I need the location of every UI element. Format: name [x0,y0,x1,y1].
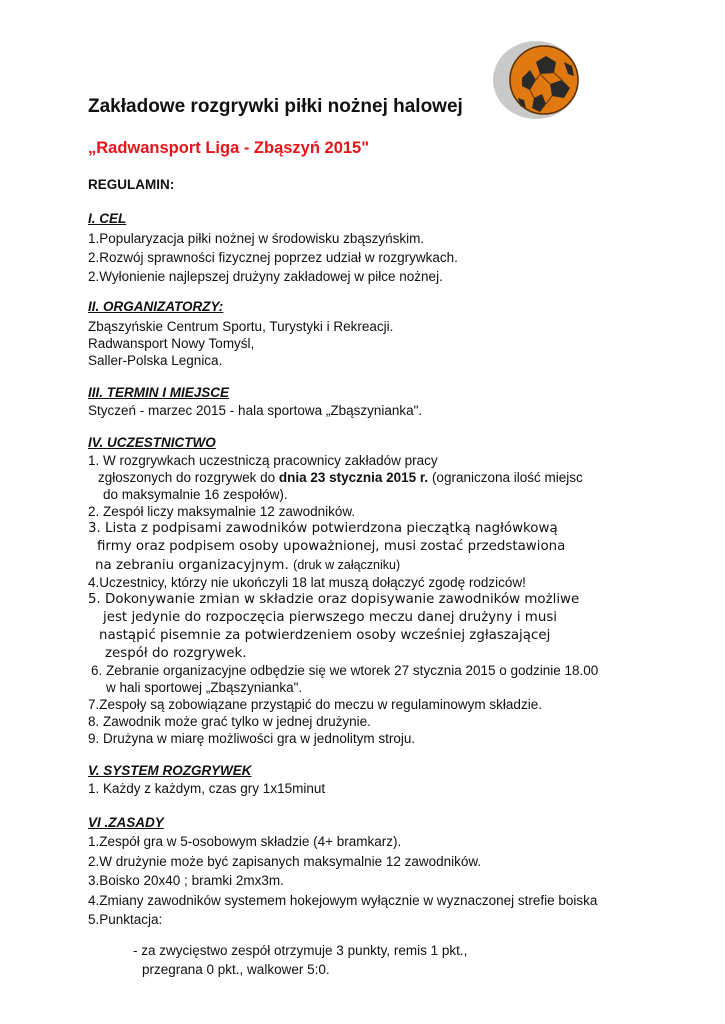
section-cel-heading: I. CEL [88,211,127,226]
list-item: na zebraniu organizacyjnym. (druk w załączniku) [95,558,401,573]
list-item: w hali sportowej „Zbąszynianka". [106,680,303,695]
list-item: 5.Punktacja: [88,912,163,927]
list-item: 1.Popularyzacja piłki nożnej w środowisku zbąszyńskim. [88,231,425,246]
list-item: firmy oraz podpisem osoby upoważnionej, musi zostać przedstawiona [97,539,566,554]
list-item: 5. Dokonywanie zmian w składzie oraz dopisywanie zawodników możliwe [88,592,580,607]
section-termin-heading: III. TERMIN I MIEJSCE [88,385,230,400]
list-item: zgłoszonych do rozgrywek do dnia 23 stycznia 2015 r. (ograniczona ilość miejsc [98,470,583,485]
list-item: 9. Drużyna w miarę możliwości gra w jednolitym stroju. [88,731,416,746]
section-uczestnictwo-heading: IV. UCZESTNICTWO [88,435,216,450]
list-item: zespół do rozgrywek. [105,646,247,661]
list-item: 8. Zawodnik może grać tylko w jednej drużynie. [88,714,371,729]
list-item: 1.Zespół gra w 5-osobowym składzie (4+ bramkarz). [88,834,402,849]
list-item: jest jedynie do rozpoczęcia pierwszego meczu danej drużyny i musi [103,610,558,625]
list-item: Saller-Polska Legnica. [88,353,223,368]
list-item: Zbąszyńskie Centrum Sportu, Turystyki i Rekreacji. [88,319,394,334]
page-title: Zakładowe rozgrywki piłki nożnej halowej [88,96,463,117]
system-text: 1. Każdy z każdym, czas gry 1x15minut [88,781,326,796]
list-item: 6. Zebranie organizacyjne odbędzie się we wtorek 27 stycznia 2015 o godzinie 18.00 [91,663,599,678]
list-item: nastąpić pisemnie za potwierdzeniem osoby wcześniej zgłaszającej [99,628,551,643]
section-system-heading: V. SYSTEM ROZGRYWEK [88,763,252,778]
list-item: Radwansport Nowy Tomyśl, [88,336,255,351]
list-item: 4.Zmiany zawodników systemem hokejowym wyłącznie w wyznaczonej strefie boiska [88,893,598,908]
regulamin-heading: REGULAMIN: [88,177,175,192]
list-item: 2.W drużynie może być zapisanych maksymalnie 12 zawodników. [88,854,482,869]
list-item: 2.Rozwój sprawności fizycznej poprzez udział w rozgrywkach. [88,250,458,265]
list-item: - za zwycięstwo zespół otrzymuje 3 punkty, remis 1 pkt., [133,943,468,958]
list-item: 2. Zespół liczy maksymalnie 12 zawodników. [88,504,356,519]
section-zasady-heading: VI .ZASADY [88,815,164,830]
list-item: 1. W rozgrywkach uczestniczą pracownicy zakładów pracy [88,453,438,468]
termin-text: Styczeń - marzec 2015 - hala sportowa „Zbąszynianka". [88,403,423,418]
page-subtitle: „Radwansport Liga - Zbąszyń 2015" [88,139,370,157]
list-item: przegrana 0 pkt., walkower 5:0. [142,962,330,977]
list-item: 2.Wyłonienie najlepszej drużyny zakładowej w piłce nożnej. [88,269,443,284]
list-item: 3. Lista z podpisami zawodników potwierdzona pieczątką nagłówkową [88,521,558,536]
football-icon [484,40,580,120]
list-item: 7.Zespoły są zobowiązane przystąpić do meczu w regulaminowym składzie. [88,697,542,712]
list-item: do maksymalnie 16 zespołów). [103,487,288,502]
section-organizatorzy-heading: II. ORGANIZATORZY: [88,299,224,314]
list-item: 4.Uczestnicy, którzy nie ukończyli 18 lat muszą dołączyć zgodę rodziców! [88,575,526,590]
list-item: 3.Boisko 20x40 ; bramki 2mx3m. [88,873,284,888]
